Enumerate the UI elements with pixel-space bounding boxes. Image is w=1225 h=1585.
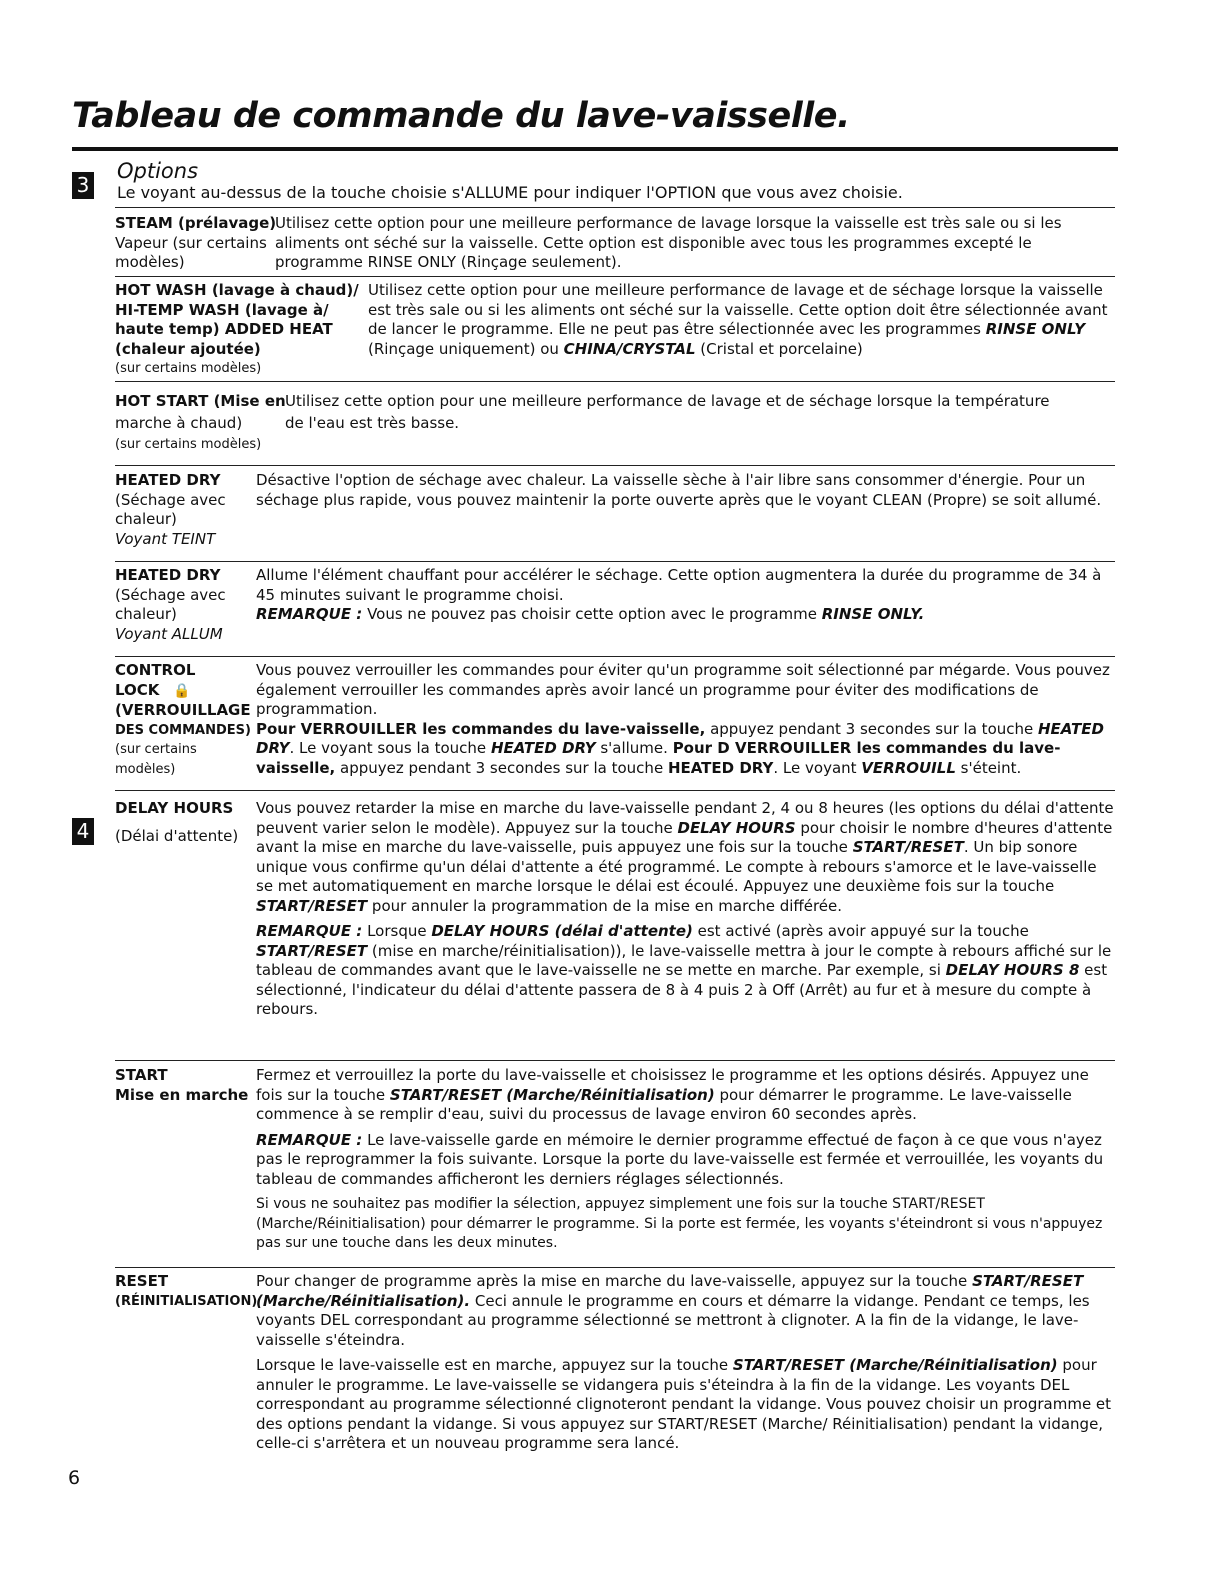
- text: s'allume.: [595, 739, 673, 757]
- text: appuyez pendant 3 secondes sur la touche: [335, 758, 668, 777]
- option-name: HI-TEMP WASH (lavage à/: [115, 300, 329, 319]
- divider: [115, 381, 1115, 382]
- option-description: [256, 566, 1116, 625]
- paragraph: Allume l'élément chauffant pour accélérer le séchage. Cette option augmentera la durée du programme de 34 à 45 minutes suivant le programme choisi.: [256, 566, 1102, 604]
- instruction-bold: Pour D VERROUILLER les commandes du lave-vaisselle,: [256, 739, 1061, 777]
- option-row-heated-dry-on: [115, 566, 1120, 646]
- divider: [115, 1267, 1115, 1268]
- remark-label: REMARQUE :: [256, 922, 363, 940]
- option-label: [115, 1272, 257, 1311]
- text: . Un bip sonore unique vous confirme qu'un délai d'attente a été programmé. Le compte à rebours s'amorce et le lave-vaisselle se met automatiquement en marche lorsque le délai est écoulé. Appuyez une deuxième fois sur la touche: [256, 838, 1097, 895]
- text: Pour changer de programme après la mise en marche du lave-vaisselle, appuyez sur la touche: [256, 1272, 973, 1290]
- option-description: [256, 799, 1118, 1026]
- divider: [115, 207, 1115, 208]
- text: appuyez pendant 3 secondes sur la touche: [705, 719, 1038, 738]
- paragraph: [256, 1272, 1118, 1350]
- option-subname: (sur certains modèles): [115, 361, 262, 376]
- option-name: HEATED DRY: [115, 471, 221, 489]
- text: pour démarrer le programme. Le lave-vaisselle commence à se remplir d'eau, suivi du processus de lavage environ 60 secondes après.: [256, 1085, 1072, 1123]
- text: pour annuler le programme. Le lave-vaisselle se vidangera puis s'éteindra à la fin de la vidange. Les voyants DEL correspondant au programme sélectionné clignoteront pendant la vidange. Vous pouvez choisir un programme et des options pendant la vidange. Si vous appuyez sur START/RESET (Marche/ Réinitialisation) pendant la vidange, celle-ci s'arrêtera et un nouveau programme sera lancé.: [256, 1356, 1112, 1452]
- text: Le lave-vaisselle garde en mémoire le dernier programme effectué de façon à ce que vous n'ayez pas le reprogrammer la fois suivante. Lorsque la porte du lave-vaisselle est fermée et verrouillée, les voyants du tableau de commandes afficheront les derniers réglages sélectionnés.: [256, 1130, 1104, 1188]
- option-name: HEATED DRY: [115, 566, 221, 584]
- option-subname: (sur certains: [115, 742, 197, 757]
- option-row-heated-dry-off: [115, 471, 1120, 551]
- text: pour annuler la programmation de la mise en marche différée.: [367, 896, 843, 915]
- keyword: HEATED DRY: [256, 719, 1104, 757]
- option-name: (chaleur ajoutée): [115, 339, 261, 358]
- divider: [115, 561, 1115, 562]
- text: (Rinçage uniquement) ou: [368, 339, 564, 358]
- paragraph: [256, 1066, 1118, 1125]
- option-description: Désactive l'option de séchage avec chaleur. La vaisselle sèche à l'air libre sans consommer d'énergie. Pour un séchage plus rapide, vous pouvez maintenir la porte ouverte après que le voyant CLEAN (Propre) se soit allumé.: [256, 471, 1102, 509]
- option-label: [115, 1066, 248, 1105]
- option-description: Utilisez cette option pour une meilleure performance de lavage et de séchage lorsque la température de l'eau est très basse.: [285, 392, 1050, 432]
- remark-label: REMARQUE :: [256, 1130, 363, 1149]
- option-row-start: [115, 1066, 1120, 1261]
- paragraph: [256, 1356, 1118, 1454]
- option-subname: (Séchage avec: [115, 585, 226, 604]
- page-title: Tableau de commande du lave-vaisselle.: [72, 96, 850, 136]
- option-row-control-lock: [115, 661, 1120, 786]
- remark-label: REMARQUE :: [256, 605, 363, 623]
- option-name: (RÉINITIALISATION): [115, 1293, 258, 1309]
- option-row-steam: [115, 214, 1120, 272]
- option-label: [115, 471, 226, 549]
- option-description: Utilisez cette option pour une meilleure performance de lavage lorsque la vaisselle est très sale ou si les aliments ont séché sur la vaisselle. Cette option est disponible avec tous les programmes excepté le programme RINSE ONLY (Rinçage seulement).: [275, 214, 1062, 271]
- keyword: START/RESET: [256, 941, 368, 960]
- option-row-delay-hours: [115, 799, 1120, 1054]
- indicator-state: Voyant TEINT: [115, 529, 216, 548]
- option-name: RESET: [115, 1272, 169, 1290]
- option-subname: modèles): [115, 761, 176, 777]
- keyword: START/RESET: [256, 896, 368, 915]
- section-number-3: 3: [72, 172, 94, 199]
- option-subname: Vapeur (sur certains: [115, 233, 267, 252]
- option-name: DELAY HOURS: [115, 799, 234, 817]
- text: Utilisez cette option pour une meilleure performance de lavage et de séchage lorsque la vaisselle est très sale ou si les aliments ont séché sur la vaisselle. Cette option doit être sélectionnée avant de lancer le programme. Elle ne peut pas être sélectionnée avec les programmes: [368, 281, 1108, 338]
- option-name: DES COMMANDES): [115, 722, 251, 738]
- option-subname: (Séchage avec: [115, 490, 226, 509]
- option-name: LOCK: [115, 680, 160, 699]
- keyword: DELAY HOURS 8: [945, 961, 1080, 979]
- option-name: HOT START (Mise en: [115, 392, 286, 410]
- paragraph: Si vous ne souhaitez pas modifier la sélection, appuyez simplement une fois sur la touche START/RESET (Marche/Réinitialisation) pour démarrer le programme. Si la porte est fermée, les voyants s'éteindront si vous n'appuyez pas sur une touche dans les deux minutes.: [256, 1196, 1103, 1251]
- text: (mise en marche/réinitialisation)), le lave-vaisselle mettra à jour le compte à rebours affiché sur le tableau de commandes avant que le lave-vaisselle ne se mette en marche. Par exemple, si: [256, 941, 1112, 979]
- option-subname: chaleur): [115, 510, 177, 528]
- option-description: [256, 661, 1118, 778]
- option-description: [256, 1066, 1118, 1260]
- option-row-hot-start: [115, 390, 1120, 460]
- keyword: RINSE ONLY.: [821, 605, 925, 623]
- keyword: START/RESET: [852, 838, 964, 856]
- option-row-reset: [115, 1272, 1120, 1472]
- section-number-4: 4: [72, 818, 94, 845]
- remark: [256, 605, 1116, 625]
- text: Ceci annule le programme en cours et démarre la vidange. Pendant ce temps, les voyants DEL correspondant au programme sélectionné se mettront à clignoter. A la fin de la vidange, le lave-vaisselle s'éteindra.: [256, 1291, 1090, 1349]
- option-label: [115, 799, 238, 846]
- keyword: CHINA/CRYSTAL: [563, 339, 696, 358]
- option-description: [368, 281, 1108, 359]
- instruction-bold: Pour VERROUILLER les commandes du lave-vaisselle,: [256, 719, 706, 738]
- text: Vous pouvez verrouiller les commandes pour éviter qu'un programme soit sélectionné par mégarde. Vous pouvez également verrouiller les commandes après avoir lancé un programme pour éviter des modifications de programmation.: [256, 661, 1110, 718]
- title-divider: [72, 147, 1118, 151]
- text: Lorsque: [362, 922, 432, 940]
- remark: [256, 922, 1118, 1020]
- text: pour choisir le nombre d'heures d'attente avant la mise en marche du lave-vaisselle, puis appuyez une fois sur la touche: [256, 818, 1113, 856]
- option-name: HOT WASH (lavage à chaud)/: [115, 281, 359, 299]
- keyword: START/RESET (Marche/Réinitialisation): [732, 1356, 1058, 1374]
- option-name: STEAM (prélavage): [115, 214, 277, 232]
- options-intro: [117, 183, 903, 202]
- text: Lorsque le lave-vaisselle est en marche, appuyez sur la touche: [256, 1356, 733, 1374]
- option-label: [115, 281, 359, 379]
- option-label: [115, 214, 276, 273]
- divider: [115, 465, 1115, 466]
- option-subname: chaleur): [115, 605, 177, 623]
- keyword: RINSE ONLY: [985, 320, 1086, 338]
- keyword: START/RESET (Marche/Réinitialisation): [389, 1085, 715, 1104]
- option-subname: (Délai d'attente): [115, 826, 239, 845]
- option-name: CONTROL: [115, 661, 196, 679]
- keyword: DELAY HOURS (délai d'attente): [431, 922, 693, 940]
- option-label: [115, 661, 251, 779]
- options-heading: Options: [117, 159, 199, 183]
- remark: [256, 1131, 1118, 1190]
- divider: [115, 656, 1115, 657]
- text: . Le voyant sous la touche: [289, 739, 491, 757]
- page-number: 6: [68, 1467, 81, 1489]
- option-label: [115, 390, 286, 456]
- text: Fermez et verrouillez la porte du lave-vaisselle et choisissez le programme et les options désirés. Appuyez une fois sur la touche: [256, 1066, 1089, 1104]
- option-description: [256, 1272, 1118, 1460]
- option-name: Mise en marche: [115, 1085, 249, 1104]
- text: Vous pouvez retarder la mise en marche du lave-vaisselle pendant 2, 4 ou 8 heures (les options du délai d'attente peuvent varier selon le modèle). Appuyez sur la touche: [256, 799, 1114, 837]
- divider: [115, 1060, 1115, 1061]
- option-label: [115, 566, 226, 644]
- option-row-hot-wash: [115, 281, 1120, 377]
- options-intro-text: Le voyant au-dessus de la touche choisie s'ALLUME pour indiquer l'OPTION que vous avez choisie.: [117, 183, 903, 202]
- text: est activé (après avoir appuyé sur la touche: [692, 922, 1029, 940]
- lock-icon: 🔒: [173, 682, 191, 699]
- option-subname: modèles): [115, 253, 185, 271]
- keyword: START/RESET (Marche/Réinitialisation).: [256, 1272, 1084, 1310]
- indicator-state: Voyant ALLUM: [115, 624, 223, 643]
- text: Vous ne pouvez pas choisir cette option avec le programme: [362, 605, 822, 623]
- keyword: HEATED DRY: [667, 758, 774, 777]
- option-name: (VERROUILLAGE: [115, 701, 251, 719]
- text: s'éteint.: [955, 758, 1022, 777]
- option-name: START: [115, 1066, 168, 1084]
- divider: [115, 276, 1115, 277]
- option-name: haute temp) ADDED HEAT: [115, 320, 333, 338]
- divider: [115, 790, 1115, 791]
- keyword: HEATED DRY: [490, 739, 596, 757]
- paragraph: [256, 799, 1118, 916]
- keyword: DELAY HOURS: [677, 818, 796, 837]
- text: est sélectionné, l'indicateur du délai d'attente passera de 8 à 4 puis 2 à Off (Arrêt) au fur et à mesure du compte à rebours.: [256, 961, 1108, 1018]
- option-subname: (sur certains modèles): [115, 437, 262, 452]
- keyword: VERROUILL: [861, 758, 956, 777]
- text: (Cristal et porcelaine): [695, 339, 863, 358]
- option-subname: marche à chaud): [115, 414, 243, 432]
- text: . Le voyant: [773, 758, 862, 777]
